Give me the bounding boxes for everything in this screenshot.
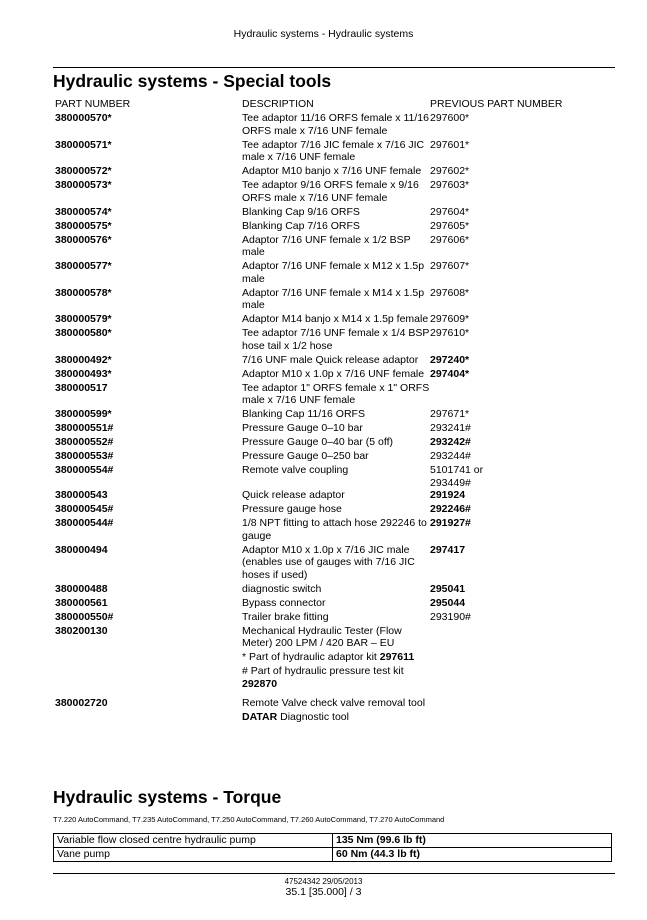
part-description: Adaptor 7/16 UNF female x 1/2 BSP male [242, 233, 411, 258]
page-header: Hydraulic systems - Hydraulic systems [233, 28, 414, 40]
table-row [55, 220, 615, 233]
part-number: 380000572* [55, 165, 112, 177]
part-number: 380000554# [55, 464, 114, 476]
part-description: Trailer brake fitting [242, 610, 329, 623]
previous-part-number [430, 382, 615, 407]
page-footer [0, 877, 647, 898]
table-row [55, 464, 615, 489]
table-row [55, 503, 615, 516]
previous-part-number [430, 625, 615, 650]
part-description: Pressure gauge hose [242, 503, 342, 515]
table-row [55, 327, 615, 352]
part-number: 380000494 [55, 543, 108, 556]
part-number: 380000571* [55, 138, 112, 151]
part-number: 380000575* [55, 219, 112, 232]
part-number: 380000492* [55, 353, 112, 366]
col-description: DESCRIPTION [242, 98, 314, 110]
part-number: 380000599* [55, 408, 112, 420]
torque-table [53, 833, 612, 862]
pressure-kit-number: 292870 [242, 677, 278, 690]
table-row [55, 382, 615, 407]
previous-part-number: 297417 [430, 543, 466, 556]
part-number: 380000552# [55, 436, 114, 448]
previous-part-number: 5101741 or 293449# [430, 464, 484, 489]
parts-note [55, 665, 615, 690]
table-row [55, 544, 615, 582]
part-number: 380000579* [55, 313, 112, 325]
pressure-kit-note: # Part of hydraulic pressure test kit [242, 665, 404, 677]
previous-part-number: 297240* [430, 353, 470, 366]
part-number: 380000493* [55, 367, 112, 380]
table-row [55, 287, 615, 312]
part-description: Pressure Gauge 0–250 bar [242, 450, 369, 462]
part-description: Pressure Gauge 0–10 bar [242, 422, 363, 434]
part-number: 380000573* [55, 179, 112, 191]
table-row [55, 313, 615, 326]
part-description: Pressure Gauge 0–40 bar (5 off) [242, 436, 393, 448]
table-row [55, 697, 615, 710]
part-description: Bypass connector [242, 596, 326, 609]
part-number: 380000574* [55, 205, 112, 218]
previous-part-number: 297606* [430, 233, 470, 246]
torque-item: Variable flow closed centre hydraulic pump [54, 834, 333, 848]
footer-doc-ref: 47524342 29/05/2013 [284, 877, 363, 886]
part-description: Tee adaptor 11/16 ORFS female x 11/16 ORFS male x 7/16 UNF female [242, 112, 429, 137]
torque-heading: Hydraulic systems - Torque [53, 787, 282, 807]
table-row [55, 436, 615, 449]
table-row [55, 711, 615, 724]
part-number: 380000543 [55, 489, 108, 501]
models-list: T7.220 AutoCommand, T7.235 AutoCommand, T7.250 AutoCommand, T7.260 AutoCommand, T7.270 AutoCommand [53, 815, 445, 824]
previous-part-number: 297604* [430, 205, 470, 218]
previous-part-number: 293242# [430, 436, 471, 448]
col-part-number: PART NUMBER [55, 98, 131, 110]
previous-part-number: 297602* [430, 165, 470, 177]
table-row [55, 625, 615, 650]
header-rule [53, 67, 615, 68]
part-description: Adaptor M14 banjo x M14 x 1.5p female [242, 313, 429, 325]
table-row [54, 834, 612, 848]
col-previous-part-number: PREVIOUS PART NUMBER [430, 98, 563, 110]
part-number: 380200130 [55, 624, 108, 637]
table-row [55, 408, 615, 421]
previous-part-number: 297607* [430, 260, 470, 272]
part-number: 380000561 [55, 596, 108, 609]
part-number: 380000488 [55, 582, 108, 595]
table-row [55, 179, 615, 204]
table-row [55, 139, 615, 164]
part-description: Adaptor M10 x 1.0p x 7/16 UNF female [242, 367, 425, 380]
table-row [55, 260, 615, 285]
table-row [55, 611, 615, 624]
part-number: 380000578* [55, 286, 112, 299]
previous-part-number: 295041 [430, 582, 466, 595]
part-description: Tee adaptor 7/16 JIC female x 7/16 JIC male x 7/16 UNF female [242, 138, 425, 163]
previous-part-number: 297601* [430, 138, 470, 151]
previous-part-number: 297671* [430, 408, 470, 420]
adaptor-kit-number: 297611 [379, 651, 415, 663]
table-row [55, 112, 615, 137]
part-number: 380000570* [55, 112, 112, 124]
previous-part-number: 297609* [430, 313, 470, 325]
datar-description: Diagnostic tool [277, 711, 349, 723]
previous-part-number: 291924 [430, 489, 466, 501]
datar-brand: DATAR [242, 711, 278, 723]
torque-value: 60 Nm (44.3 lb ft) [333, 848, 612, 862]
previous-part-number: 293190# [430, 610, 471, 623]
table-row [54, 848, 612, 862]
table-row [55, 489, 615, 502]
footer-page-number: 35.1 [35.000] / 3 [285, 886, 362, 898]
previous-part-number: 297603* [430, 179, 470, 191]
parts-table [55, 112, 615, 725]
table-row [55, 234, 615, 259]
torque-value: 135 Nm (99.6 lb ft) [333, 834, 612, 848]
table-row [55, 583, 615, 596]
part-number: 380000545# [55, 503, 114, 515]
previous-part-number: 293241# [430, 422, 471, 434]
footer-rule [53, 873, 615, 874]
part-description: Tee adaptor 7/16 UNF female x 1/4 BSP hose tail x 1/2 hose [242, 327, 430, 352]
parts-note [55, 651, 615, 664]
table-row [55, 517, 615, 542]
part-description: Blanking Cap 9/16 ORFS [242, 205, 360, 218]
table-row [55, 422, 615, 435]
part-description: Blanking Cap 11/16 ORFS [242, 408, 365, 420]
part-description: Tee adaptor 9/16 ORFS female x 9/16 ORFS male x 7/16 UNF female [242, 179, 419, 204]
part-number: 380000550# [55, 610, 114, 623]
previous-part-number: 291927# [430, 517, 471, 529]
table-row [55, 354, 615, 367]
part-number: 380000553# [55, 450, 114, 462]
previous-part-number: 297404* [430, 367, 470, 380]
part-description: Remote Valve check valve removal tool [242, 697, 426, 709]
previous-part-number: 295044 [430, 596, 466, 609]
previous-part-number: 297605* [430, 219, 470, 232]
adaptor-kit-note: * Part of hydraulic adaptor kit [242, 651, 380, 663]
part-description: Adaptor 7/16 UNF female x M14 x 1.5p male [242, 286, 425, 311]
table-row [55, 450, 615, 463]
table-row [55, 165, 615, 178]
part-description: Adaptor 7/16 UNF female x M12 x 1.5p male [242, 260, 425, 285]
part-number: 380000576* [55, 233, 112, 246]
part-description: Mechanical Hydraulic Tester (Flow Meter) 200 LPM / 420 BAR – EU [242, 624, 402, 649]
table-row [55, 597, 615, 610]
previous-part-number: 297600* [430, 112, 470, 124]
part-description: Tee adaptor 1" ORFS female x 1" ORFS male x 7/16 UNF female [242, 381, 430, 406]
part-number: 380000544# [55, 517, 114, 529]
part-number: 380000577* [55, 260, 112, 272]
part-description: Adaptor M10 banjo x 7/16 UNF female [242, 165, 422, 177]
part-number: 380002720 [55, 697, 108, 709]
previous-part-number: 297608* [430, 286, 470, 299]
part-description: Adaptor M10 x 1.0p x 7/16 JIC male (enables use of gauges with 7/16 JIC hoses if used) [242, 543, 415, 581]
part-description: diagnostic switch [242, 582, 322, 595]
special-tools-heading: Hydraulic systems - Special tools [53, 71, 332, 91]
part-description: 1/8 NPT fitting to attach hose 292246 to gauge [242, 517, 427, 542]
table-row [55, 206, 615, 219]
previous-part-number: 293244# [430, 450, 471, 462]
part-number: 380000580* [55, 327, 112, 339]
part-description: Remote valve coupling [242, 464, 349, 476]
previous-part-number: 292246# [430, 503, 471, 515]
part-description: Blanking Cap 7/16 ORFS [242, 219, 360, 232]
part-description: Quick release adaptor [242, 489, 345, 501]
previous-part-number: 297610* [430, 327, 470, 339]
part-description: 7/16 UNF male Quick release adaptor [242, 353, 419, 366]
part-number: 380000551# [55, 422, 114, 434]
table-row [55, 368, 615, 381]
torque-item: Vane pump [54, 848, 333, 862]
part-number: 380000517 [55, 381, 108, 394]
